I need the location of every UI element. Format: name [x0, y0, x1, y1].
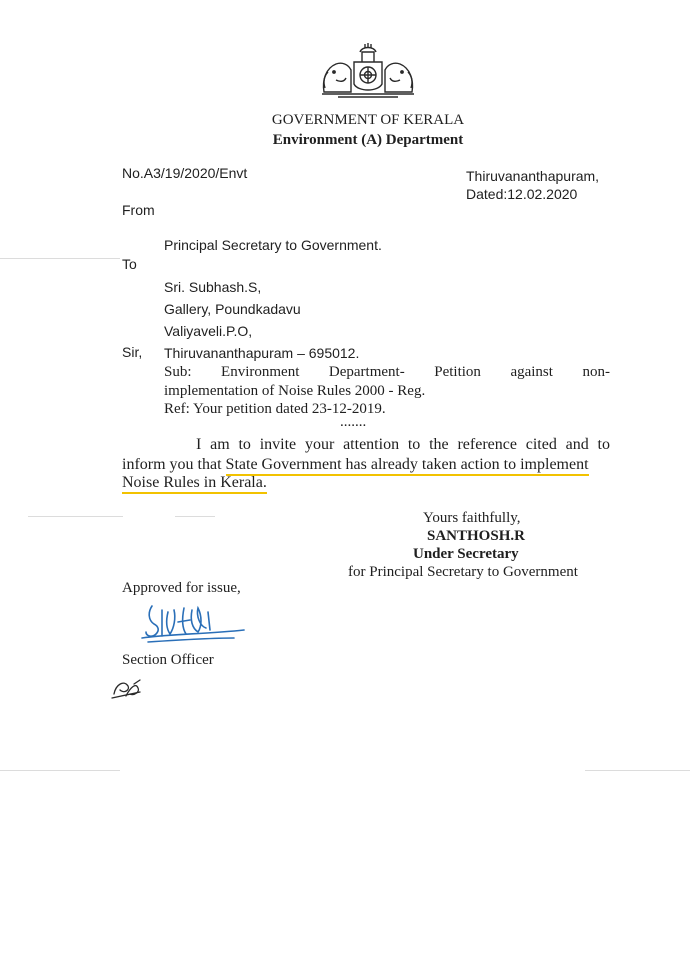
salutation: Sir,	[122, 344, 143, 360]
officer-signature-icon	[138, 598, 248, 646]
subject-word: Sub:	[164, 364, 192, 380]
subject-line-1	[164, 364, 610, 381]
subject-line-2: implementation of Noise Rules 2000 - Reg.	[164, 383, 426, 399]
to-label: To	[122, 256, 137, 272]
date-of-issue: Dated:12.02.2020	[466, 186, 578, 202]
highlighted-text: State Government has already taken action to implement	[226, 456, 589, 476]
government-heading: GOVERNMENT OF KERALA	[271, 112, 465, 128]
body-word: your	[304, 436, 335, 453]
approved-for-issue: Approved for issue,	[122, 580, 241, 596]
signatory-designation: Under Secretary	[413, 546, 519, 562]
section-officer-label: Section Officer	[122, 652, 214, 668]
body-word: am	[210, 436, 230, 453]
from-value: Principal Secretary to Government.	[164, 237, 382, 253]
highlighted-text: Noise Rules in Kerala.	[122, 474, 267, 494]
signatory-name: SANTHOSH.R	[427, 528, 525, 544]
body-word: reference	[457, 436, 517, 453]
reference-line: Ref: Your petition dated 23-12-2019.	[164, 401, 386, 417]
body-line-2	[122, 456, 589, 474]
from-label: From	[122, 202, 155, 218]
body-word: to	[407, 436, 421, 453]
addressee-line: Valiyaveli.P.O,	[164, 323, 253, 339]
separator-dots: .......	[340, 414, 367, 430]
addressee-line: Thiruvananthapuram – 695012.	[164, 345, 360, 361]
body-word: invite	[259, 436, 297, 453]
body-word: the	[429, 436, 449, 453]
closing-yours-faithfully: Yours faithfully,	[423, 510, 521, 526]
scan-artifact	[28, 516, 123, 517]
signatory-for-line: for Principal Secretary to Government	[348, 564, 578, 580]
subject-word: Environment	[221, 364, 300, 380]
body-word: attention	[343, 436, 400, 453]
subject-word: Department-	[328, 364, 405, 380]
body-line-3	[122, 474, 267, 492]
body-text: inform you that	[122, 456, 226, 473]
initials-icon	[110, 676, 146, 702]
department-heading: Environment (A) Department	[272, 132, 464, 148]
addressee-line: Gallery, Poundkadavu	[164, 301, 301, 317]
body-word: to	[238, 436, 251, 453]
body-line-1	[196, 436, 610, 454]
scan-artifact	[175, 516, 215, 517]
scan-artifact	[585, 770, 690, 771]
body-word: to	[597, 436, 610, 453]
body-word: cited	[525, 436, 557, 453]
reference-number: No.A3/19/2020/Envt	[122, 165, 248, 181]
subject-word: non-	[582, 364, 610, 380]
scan-artifact	[0, 258, 120, 259]
subject-word: Petition	[434, 364, 481, 380]
addressee-line: Sri. Subhash.S,	[164, 279, 262, 295]
subject-word: against	[510, 364, 553, 380]
place-of-issue: Thiruvananthapuram,	[466, 168, 600, 184]
kerala-emblem-icon	[318, 42, 418, 98]
body-word: and	[565, 436, 589, 453]
body-word: I	[196, 436, 202, 453]
scan-artifact	[0, 770, 120, 771]
addressee-block	[164, 276, 359, 364]
